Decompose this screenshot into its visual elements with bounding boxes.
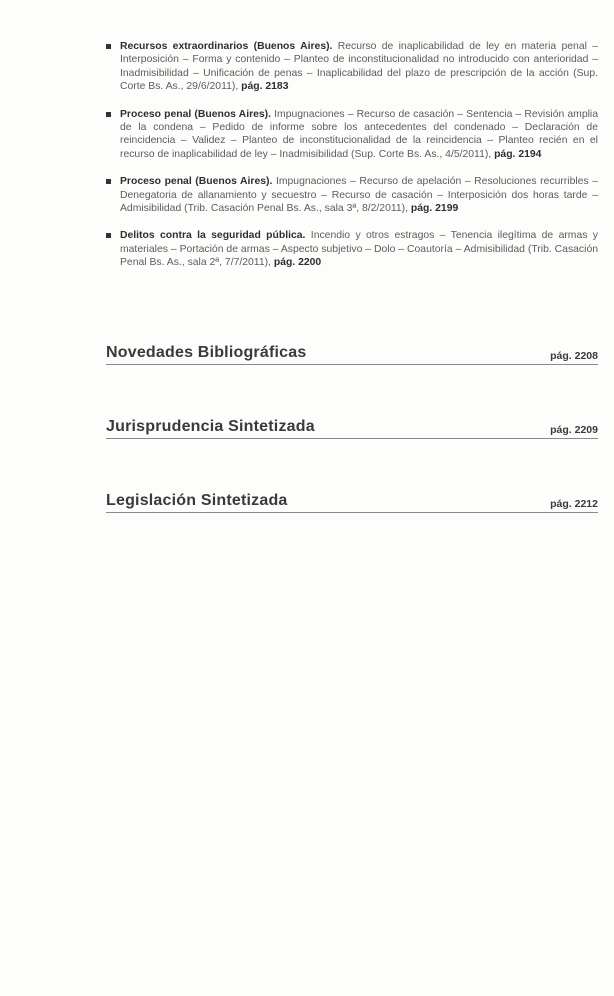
entry-body: Recurso de inaplicabilidad de ley en materia penal – Interposición – Forma y contenido – Planteo de inconstitucionalidad no introducido con anterioridad – Inadmisibilidad – Unificación de penas – Inaplicabilidad del plazo de prescripción de la acción (Sup. Corte Bs. As., 29/6/2011),: [120, 41, 598, 93]
section-title: Legislación Sintetizada: [106, 492, 288, 509]
bullet-square-icon: [106, 44, 111, 49]
entry-title: Recursos extraordinarios (Buenos Aires).: [120, 41, 333, 52]
entry-page: pág. 2194: [494, 148, 542, 160]
bullet-square-icon: [106, 112, 111, 117]
section-page: pág. 2208: [550, 350, 598, 362]
entry-page: pág. 2200: [273, 257, 322, 269]
list-item: [106, 108, 598, 162]
entry-title: Delitos contra la seguridad pública.: [120, 230, 306, 242]
entry-page: pág. 2199: [410, 203, 459, 215]
entry-body: Impugnaciones – Recurso de casación – Sentencia – Revisión amplia de la condena – Pedido de informe sobre los antecedentes del condenado – Declaración de reincidencia – Validez – Planteo de inconstitucionalidad de la reincidencia – Planteo recién en el recurso de inaplicabilidad de ley – Inadmisibilidad (Sup. Corte Bs. As., 4/5/2011),: [120, 108, 598, 160]
entry-body: Incendio y otros estragos – Tenencia ilegítima de armas y materiales – Portación de armas – Aspecto subjetivo – Dolo – Coautoría – Admisibilidad (Trib. Casación Penal Bs. As., sala 2ª, 7/7/2011),: [120, 230, 598, 269]
entry-page: pág. 2183: [241, 81, 289, 93]
section-title: Novedades Bibliográficas: [106, 344, 307, 361]
section-jurisprudencia-sintetizada: [106, 418, 598, 439]
list-item: [106, 229, 598, 269]
bullet-square-icon: [106, 179, 111, 184]
entry-title: Proceso penal (Buenos Aires).: [120, 108, 272, 120]
section-novedades-bibliograficas: [106, 344, 598, 365]
entry-title: Proceso penal (Buenos Aires).: [120, 176, 273, 188]
list-item: [106, 40, 598, 94]
entry-body: Impugnaciones – Recurso de apelación – Resoluciones recurribles – Denegatoria de allanamiento y secuestro – Recurso de casación – Interposición dos horas tarde – Admisibilidad (Trib. Casación Penal Bs. As., sala 3ª, 8/2/2011),: [120, 176, 598, 215]
section-legislacion-sintetizada: [106, 492, 598, 513]
entry-list: [106, 40, 598, 284]
list-item: [106, 175, 598, 215]
section-page: pág. 2209: [550, 424, 598, 436]
section-page: pág. 2212: [550, 498, 598, 510]
bullet-square-icon: [106, 233, 111, 238]
section-title: Jurisprudencia Sintetizada: [106, 418, 315, 435]
